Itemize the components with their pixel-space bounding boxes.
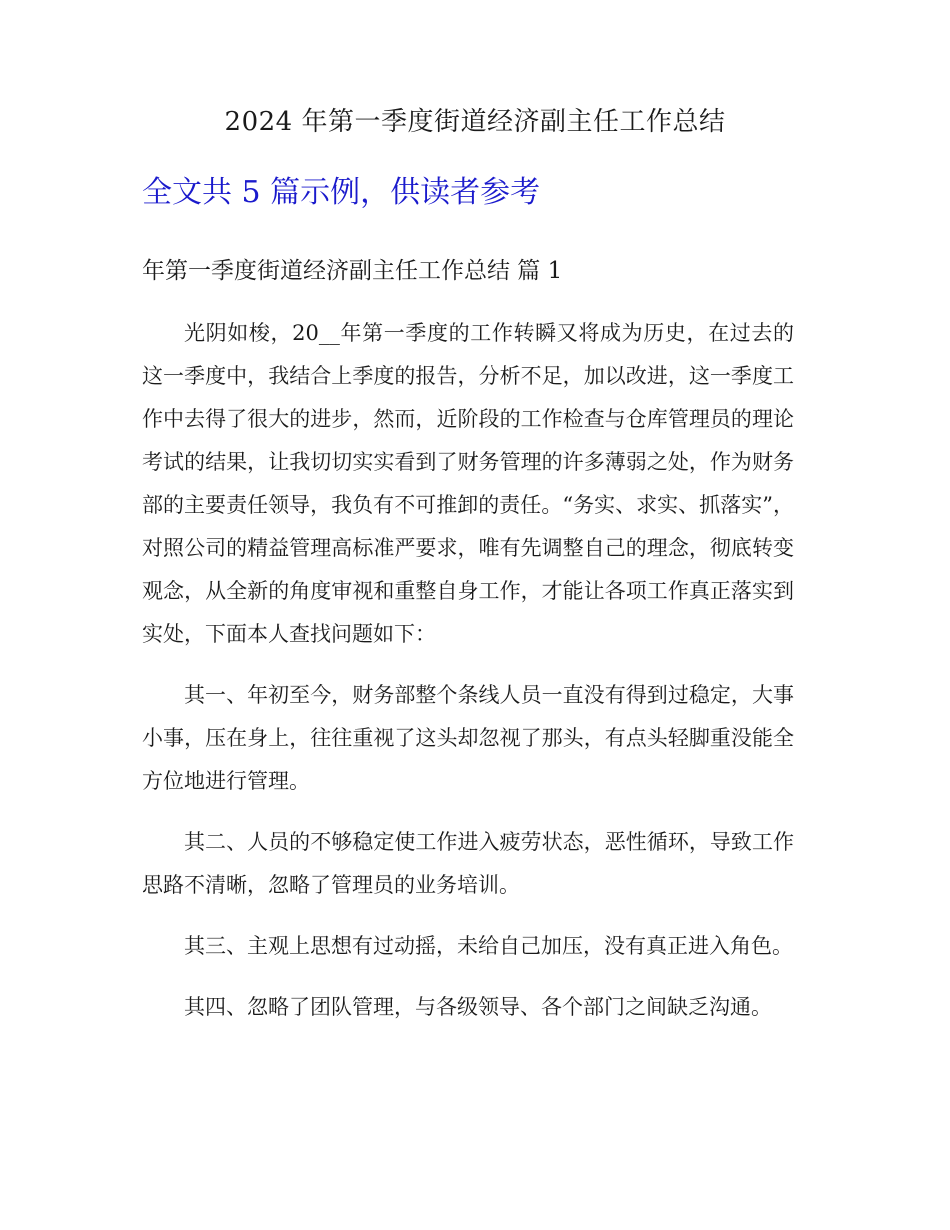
paragraph: 其三、主观上思想有过动摇，未给自己加压，没有真正进入角色。 bbox=[184, 934, 793, 958]
paragraph: 其一、年初至今，财务部整个条线人员一直没有得到过稳定，大事小事，压在身上，往往重视了这头却忽视了那头，有点头轻脚重没能全方位地进行管理。 bbox=[142, 683, 794, 793]
paragraph: 光阴如梭，20__年第一季度的工作转瞬又将成为历史，在过去的这一季度中，我结合上季度的报告，分析不足，加以改进，这一季度工作中去得了很大的进步，然而，近阶段的工作检查与仓库管理员的理论考试的结果，让我切切实实看到了财务管理的许多薄弱之处，作为财务部的主要责任领导，我负有不可推卸的责任。“务实、求实、抓落实”，对照公司的精益管理高标准严要求，唯有先调整自己的理念，彻底转变观念，从全新的角度审视和重整自身工作，才能让各项工作真正落实到实处，下面本人查找问题如下： bbox=[142, 321, 794, 646]
paragraph: 其二、人员的不够稳定使工作进入疲劳状态，恶性循环，导致工作思路不清晰，忽略了管理员的业务培训。 bbox=[142, 830, 794, 897]
paragraph: 其四、忽略了团队管理，与各级领导、各个部门之间缺乏沟通。 bbox=[184, 995, 772, 1019]
sample-notice: 全文共 5 篇示例，供读者参考 bbox=[142, 175, 541, 210]
section-heading: 年第一季度街道经济副主任工作总结 篇 1 bbox=[142, 258, 563, 284]
document-title: 2024 年第一季度街道经济副主任工作总结 bbox=[224, 107, 726, 137]
body-text bbox=[142, 312, 794, 1047]
